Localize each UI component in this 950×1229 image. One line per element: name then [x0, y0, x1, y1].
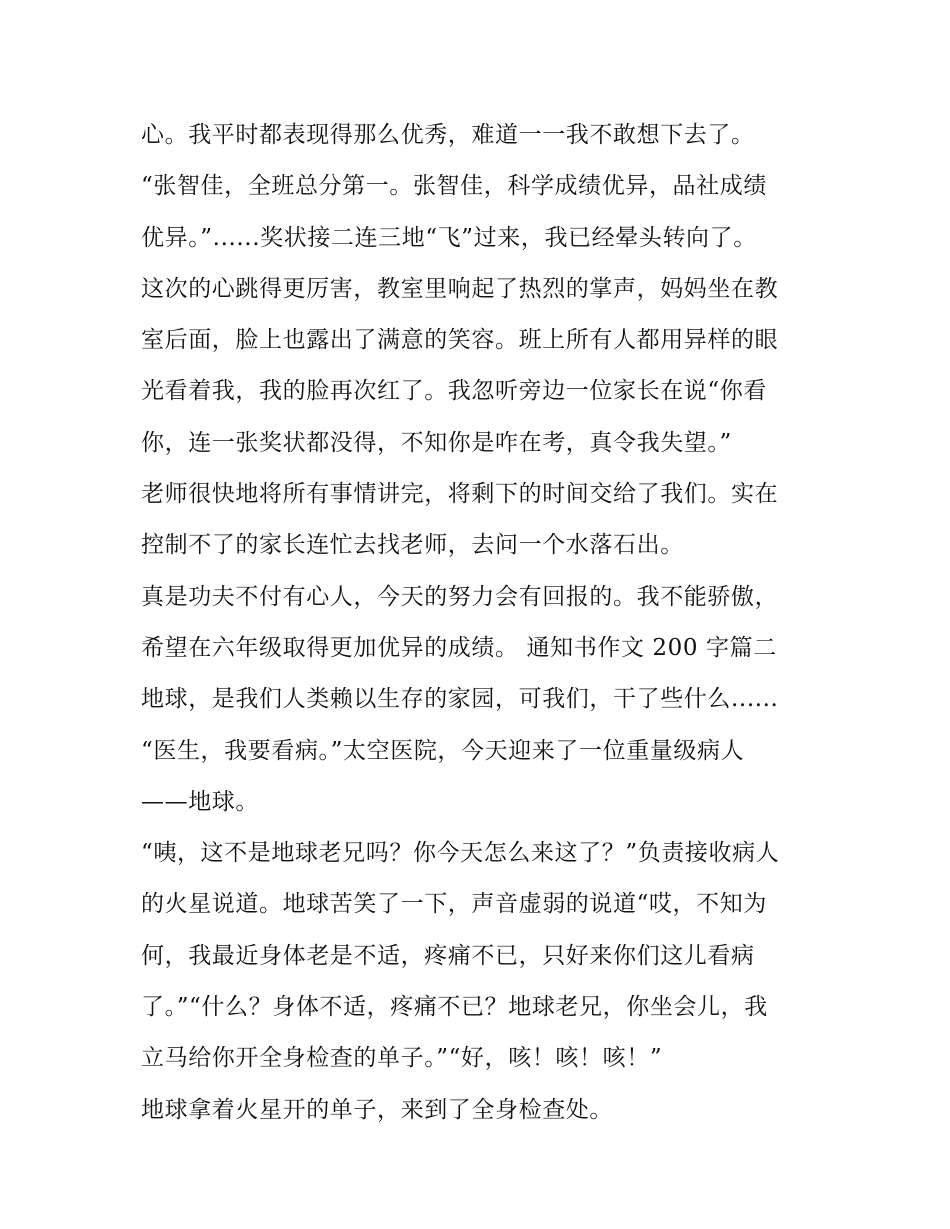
text-line: 控制不了的家长连忙去找老师，去问一个水落石出。 — [141, 532, 684, 559]
text-line: 心。我平时都表现得那么优秀，难道一一我不敢想下去了。 — [141, 122, 755, 148]
text-line: “医生，我要看病。”太空医院，今天迎来了一位重量级病人 — [141, 737, 745, 764]
text-line: 立马给你开全身检查的单子。”“好，咳！咳！咳！” — [141, 1045, 663, 1072]
text-line: 希望在六年级取得更加优异的成绩。 通知书作文 200 字篇二 — [141, 634, 777, 661]
text-line: 的火星说道。地球苦笑了一下，声音虚弱的说道“哎，不知为 — [141, 891, 767, 918]
text-line: 你，连一张奖状都没得，不知你是咋在考，真令我失望。” — [141, 429, 732, 456]
text-line: 老师很快地将所有事情讲完，将剩下的时间交给了我们。实在 — [141, 481, 779, 508]
text-line: 真是功夫不付有心人，今天的努力会有回报的。我不能骄傲， — [141, 583, 779, 610]
text-line: 这次的心跳得更厉害，教室里响起了热烈的掌声，妈妈坐在教 — [141, 275, 779, 302]
document-body — [141, 110, 821, 1136]
text-line: 何，我最近身体老是不适，疼痛不已，只好来你们这儿看病 — [141, 942, 755, 969]
text-line: 地球，是我们人类赖以生存的家园，可我们，干了些什么...... — [141, 686, 779, 713]
text-line: ——地球。 — [141, 788, 259, 815]
text-line: 地球拿着火星开的单子，来到了全身检查处。 — [141, 1096, 613, 1123]
text-line: 了。”“什么？身体不适，疼痛不已？地球老兄，你坐会儿，我 — [141, 994, 768, 1021]
text-line: 室后面，脸上也露出了满意的笑容。班上所有人都用异样的眼 — [141, 327, 779, 354]
text-line: “张智佳，全班总分第一。张智佳，科学成绩优异，品社成绩 — [141, 173, 767, 200]
text-line: “咦，这不是地球老兄吗？你今天怎么来这了？”负责接收病人 — [141, 840, 780, 867]
text-line: 优异。”......奖状接二连三地“飞”过来，我已经晕头转向了。 — [141, 224, 757, 251]
text-line: 光看着我，我的脸再次红了。我忽听旁边一位家长在说“你看 — [141, 378, 767, 405]
